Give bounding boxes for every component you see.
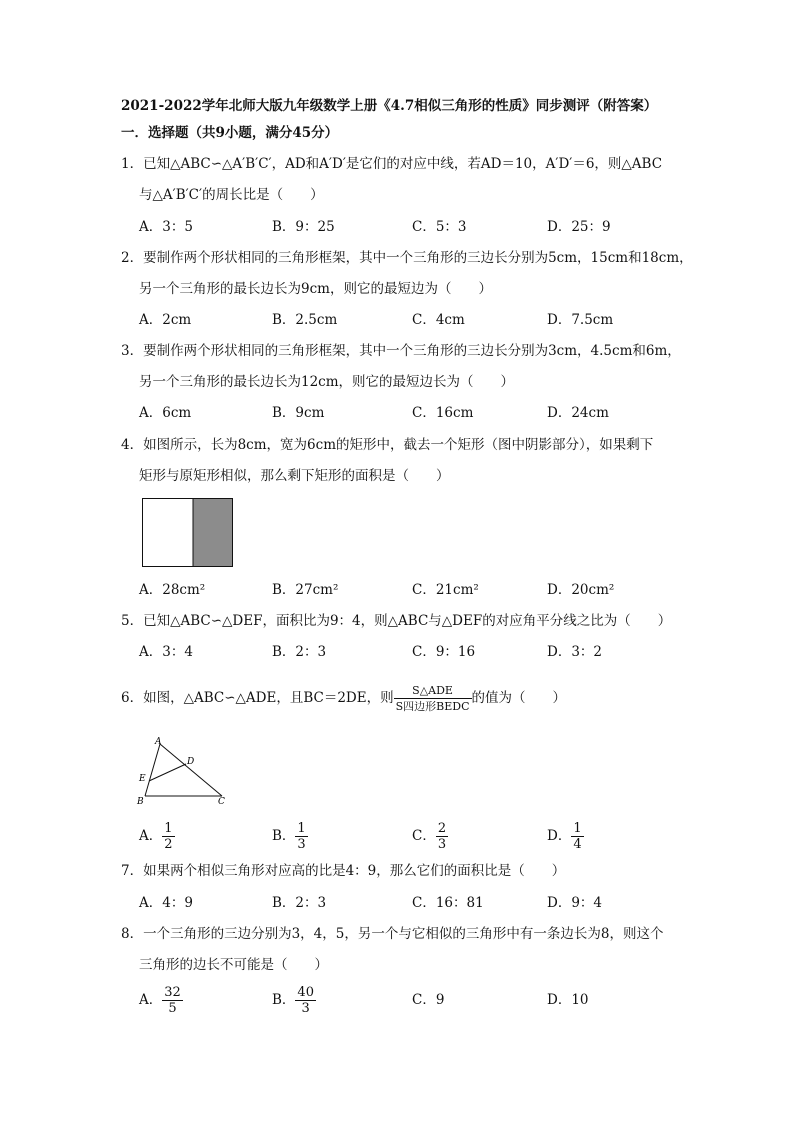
question-8-option-c (412, 984, 444, 1016)
question-1-line-2: 与△A′B′C′的周长比是（ ） (139, 187, 324, 203)
question-4-line-1: 4．如图所示，长为8cm，宽为6cm的矩形中，截去一个矩形（图中阴影部分），如果剩下 (121, 437, 654, 453)
question-6-suffix: 的值为（ ） (471, 690, 567, 706)
question-7-option-c: C．16：81 (412, 895, 484, 911)
option-value: 9 (435, 992, 445, 1008)
question-4-line-2: 矩形与原矩形相似，那么剩下矩形的面积是（ ） (139, 468, 450, 484)
option-fraction (162, 985, 183, 1016)
question-8-line-1: 8．一个三角形的三边分别为3，4，5，另一个与它相似的三角形中有一条边长为8，则这个 (121, 926, 664, 942)
question-4-option-c: C．21cm² (412, 582, 479, 598)
fraction-denominator: 5 (168, 1001, 177, 1016)
question-2-option-d: D．7.5cm (547, 312, 614, 328)
question-3-option-a: A．6cm (139, 405, 192, 421)
shaded-rectangle (193, 499, 233, 567)
fraction-numerator: 1 (573, 821, 582, 836)
area-ratio-denominator: S四边形BEDC (395, 700, 470, 713)
section-heading: 一．选择题（共9小题，满分45分） (121, 125, 339, 141)
fraction-numerator: 32 (164, 985, 181, 1000)
question-6-line-1 (121, 680, 566, 716)
question-5-line-1: 5．已知△ABC∽△DEF，面积比为9：4，则△ABC与△DEF的对应角平分线之比为（ ） (121, 613, 672, 629)
question-3-option-b: B．9cm (272, 405, 325, 421)
question-4-option-b: B．27cm² (272, 582, 339, 598)
question-2-option-c: C．4cm (412, 312, 465, 328)
label-b: B (137, 797, 144, 806)
question-2-line-2: 另一个三角形的最长边长为9cm，则它的最短边为（ ） (139, 281, 492, 297)
segment-de (149, 764, 186, 781)
option-fraction (295, 985, 316, 1016)
option-prefix: A． (139, 828, 163, 844)
option-fraction (571, 821, 583, 852)
question-7-option-b: B．2：3 (272, 895, 327, 911)
question-6-option-a (139, 820, 175, 852)
question-2-option-b: B．2.5cm (272, 312, 338, 328)
label-c: C (218, 797, 225, 806)
label-a: A (155, 737, 162, 747)
fraction-denominator: 3 (301, 1001, 310, 1016)
fraction-numerator: 1 (297, 821, 306, 836)
question-8-option-a (139, 984, 183, 1016)
triangle-figure (134, 734, 230, 806)
question-1-option-b: B．9：25 (272, 219, 335, 235)
question-6-prefix: 6．如图，△ABC∽△ADE，且BC＝2DE，则 (121, 690, 394, 706)
option-fraction (162, 821, 174, 852)
question-6-option-c (412, 820, 448, 852)
question-5-option-c: C．9：16 (412, 644, 476, 660)
question-8-option-d (547, 984, 589, 1016)
option-prefix: D． (547, 992, 572, 1008)
question-4-option-d: D．20cm² (547, 582, 615, 598)
option-prefix: C． (412, 828, 436, 844)
option-fraction (295, 821, 307, 852)
area-ratio-fraction (394, 683, 472, 714)
fraction-numerator: 1 (164, 821, 173, 836)
rectangle-figure (142, 498, 234, 568)
fraction-denominator: 3 (437, 837, 447, 852)
question-1-line-1: 1．已知△ABC∽△A′B′C′，AD和A′D′是它们的对应中线，若AD＝10，A′D′＝6，则△ABC (121, 156, 663, 172)
option-fraction (436, 821, 448, 852)
option-prefix: D． (547, 828, 572, 844)
option-prefix: B． (272, 992, 296, 1008)
option-value: 10 (571, 992, 589, 1008)
side-ab (145, 744, 160, 796)
question-3-line-2: 另一个三角形的最长边长为12cm，则它的最短边长为（ ） (139, 374, 515, 390)
label-e: E (139, 774, 146, 784)
side-ac (160, 744, 222, 796)
option-prefix: A． (139, 992, 163, 1008)
question-8-line-2: 三角形的边长不可能是（ ） (139, 957, 328, 973)
question-3-line-1: 3．要制作两个形状相同的三角形框架，其中一个三角形的三边长分别为3cm，4.5cm和6m， (121, 343, 681, 359)
question-2-line-1: 2．要制作两个形状相同的三角形框架，其中一个三角形的三边长分别为5cm，15cm和18cm， (121, 250, 693, 266)
question-6-option-b (272, 820, 308, 852)
document-title: 2021-2022学年北师大版九年级数学上册《4.7相似三角形的性质》同步测评（附答案） (121, 98, 658, 114)
option-prefix: B． (272, 828, 296, 844)
fraction-denominator: 2 (164, 837, 173, 852)
question-3-option-c: C．16cm (412, 405, 474, 421)
question-6-option-d (547, 820, 584, 852)
question-2-option-a: A．2cm (139, 312, 192, 328)
question-1-option-c: C．5：3 (412, 219, 467, 235)
question-1-option-d: D．25：9 (547, 219, 611, 235)
question-8-option-b (272, 984, 316, 1016)
fraction-denominator: 4 (573, 837, 582, 852)
label-d: D (187, 757, 195, 767)
question-3-option-d: D．24cm (547, 405, 609, 421)
question-7-option-d: D．9：4 (547, 895, 603, 911)
question-7-line-1: 7．如果两个相似三角形对应高的比是4：9，那么它们的面积比是（ ） (121, 863, 566, 879)
area-ratio-numerator: S△ADE (394, 683, 472, 699)
question-1-option-a: A．3：5 (139, 219, 193, 235)
question-4-option-a: A．28cm² (139, 582, 206, 598)
fraction-denominator: 3 (297, 837, 306, 852)
fraction-numerator: 40 (297, 985, 314, 1000)
fraction-numerator: 2 (437, 821, 447, 836)
option-prefix: C． (412, 992, 436, 1008)
question-7-option-a: A．4：9 (139, 895, 193, 911)
question-5-option-d: D．3：2 (547, 644, 603, 660)
question-5-option-a: A．3：4 (139, 644, 193, 660)
question-5-option-b: B．2：3 (272, 644, 327, 660)
